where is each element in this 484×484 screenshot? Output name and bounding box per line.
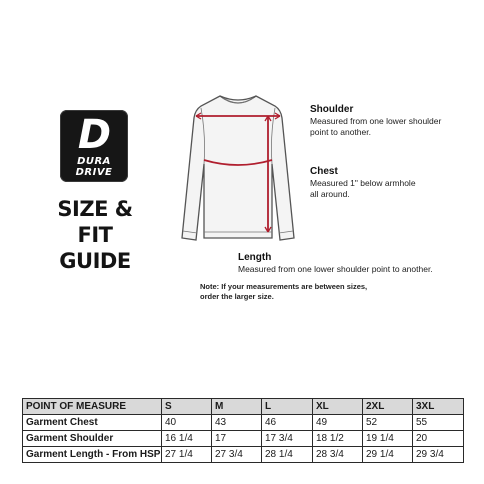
chest-text-line-2: all around. — [310, 189, 350, 199]
dura-drive-badge-icon — [60, 110, 128, 182]
table-cell: 16 1/4 — [162, 431, 212, 447]
sizing-note-line-2: order the larger size. — [200, 292, 274, 301]
table-cell: 46 — [262, 415, 313, 431]
logo-letter: D — [77, 112, 111, 158]
sizing-note-line-1: Note: If your measurements are between sizes, — [200, 282, 368, 291]
title-line-2: GUIDE — [59, 249, 131, 273]
chest-heading: Chest — [310, 166, 338, 177]
header-size-xl: XL — [313, 399, 363, 415]
table-cell: 27 1/4 — [162, 447, 212, 463]
header-size-3xl: 3XL — [413, 399, 464, 415]
table-cell: 27 3/4 — [212, 447, 262, 463]
table-cell: 40 — [162, 415, 212, 431]
table-cell: 29 3/4 — [413, 447, 464, 463]
header-size-l: L — [262, 399, 313, 415]
chest-text-line-1: Measured 1" below armhole — [310, 178, 416, 188]
shoulder-annotation — [310, 104, 441, 138]
length-heading: Length — [238, 252, 272, 263]
header-size-2xl: 2XL — [363, 399, 413, 415]
size-table — [22, 398, 464, 463]
table-cell: 28 1/4 — [262, 447, 313, 463]
table-cell: 18 1/2 — [313, 431, 363, 447]
header-size-s: S — [162, 399, 212, 415]
long-sleeve-shirt-icon — [168, 88, 308, 250]
shoulder-text-line-2: point to another. — [310, 127, 371, 137]
table-cell: 20 — [413, 431, 464, 447]
table-cell: 19 1/4 — [363, 431, 413, 447]
length-text-line-1: Measured from one lower shoulder point to another. — [238, 264, 433, 274]
header-point-of-measure: POINT OF MEASURE — [23, 399, 162, 415]
table-cell: 17 3/4 — [262, 431, 313, 447]
shoulder-heading: Shoulder — [310, 104, 354, 115]
table-cell: 29 1/4 — [363, 447, 413, 463]
table-row — [23, 447, 464, 463]
table-row — [23, 415, 464, 431]
length-annotation — [238, 252, 433, 275]
table-cell: 52 — [363, 415, 413, 431]
logo-wordmark-bottom: DRIVE — [75, 167, 113, 178]
sizing-note — [200, 282, 367, 302]
table-cell: 49 — [313, 415, 363, 431]
row-label: Garment Shoulder — [23, 431, 162, 447]
chest-annotation — [310, 166, 416, 200]
row-label: Garment Length - From HSP — [23, 447, 162, 463]
header-size-m: M — [212, 399, 262, 415]
table-cell: 17 — [212, 431, 262, 447]
table-cell: 43 — [212, 415, 262, 431]
shoulder-text-line-1: Measured from one lower shoulder — [310, 116, 442, 126]
logo-wordmark-top: DURA — [77, 156, 111, 167]
table-cell: 55 — [413, 415, 464, 431]
page-title — [40, 196, 150, 274]
table-header-row — [23, 399, 464, 415]
table-cell: 28 3/4 — [313, 447, 363, 463]
row-label: Garment Chest — [23, 415, 162, 431]
title-line-1: SIZE & FIT — [57, 197, 133, 247]
table-row — [23, 431, 464, 447]
